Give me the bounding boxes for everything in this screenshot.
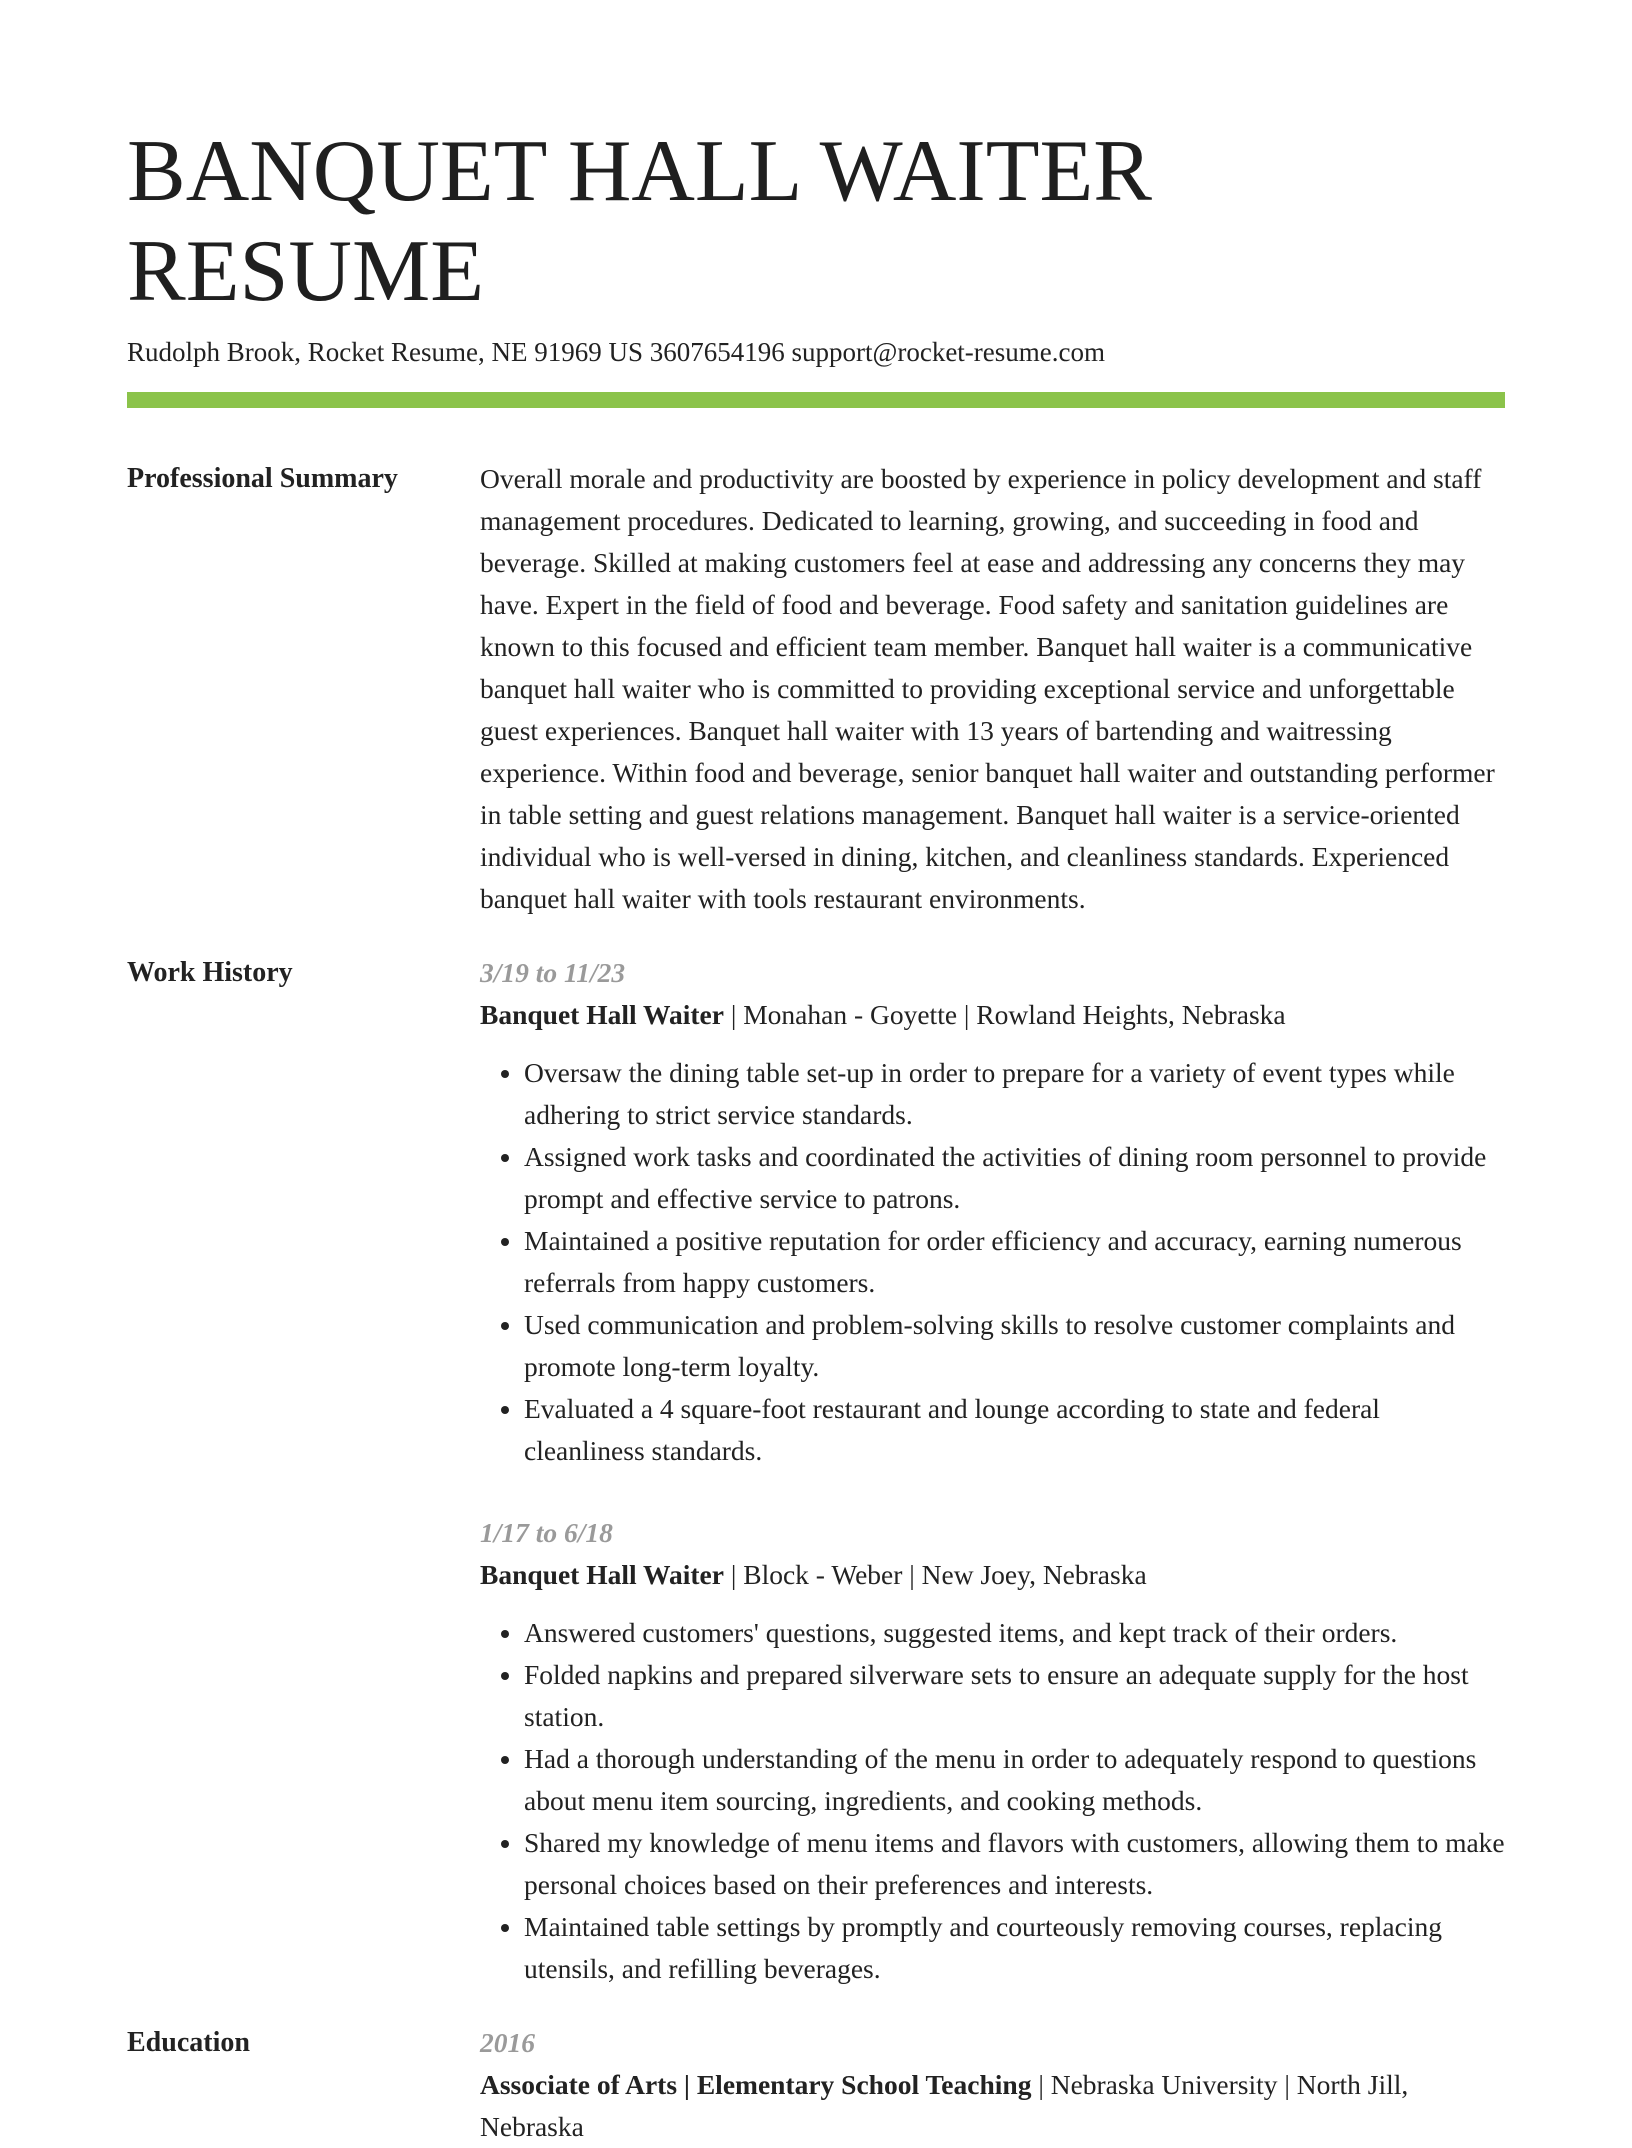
job-entry <box>480 1512 1505 1990</box>
job-details: | Block - Weber | New Joey, Nebraska <box>723 1559 1147 1590</box>
list-item: • Shared my knowledge of menu items and flavors with customers, allowing them to make personal choices based on their preferences and interests. <box>524 1822 1505 1906</box>
list-item: • Evaluated a 4 square-foot restaurant and lounge according to state and federal cleanliness standards. <box>524 1388 1505 1472</box>
education-dates: 2016 <box>480 2027 535 2058</box>
list-item: • Oversaw the dining table set-up in order to prepare for a variety of event types while adhering to strict service standards. <box>524 1052 1505 1136</box>
contact-line: Rudolph Brook, Rocket Resume, NE 91969 US 3607654196 support@rocket-resume.com <box>127 337 1105 367</box>
header-divider <box>127 392 1505 408</box>
list-item: • Maintained table settings by promptly and courteously removing courses, replacing utensils, and refilling beverages. <box>524 1906 1505 1990</box>
job-title: Banquet Hall Waiter <box>480 1559 724 1590</box>
list-item: • Answered customers' questions, suggested items, and kept track of their orders. <box>524 1612 1505 1654</box>
work-history-body <box>480 952 1505 1990</box>
job-entry <box>480 952 1505 1472</box>
job-duties-list <box>480 1612 1505 1990</box>
summary-text: Overall morale and productivity are boosted by experience in policy development and staff management procedures. Dedicated to learning, growing, and succeeding in food and beverage. Skilled at making customers feel at ease and addressing any concerns they may have. Expert in the field of food and beverage. Food safety and sanitation guidelines are known to this focused and efficient team member. Banquet hall waiter is a communicative banquet hall waiter who is committed to providing exceptional service and unforgettable guest experiences. Banquet hall waiter with 13 years of bartending and waitressing experience. Within food and beverage, senior banquet hall waiter and outstanding performer in table setting and guest relations management. Banquet hall waiter is a service-oriented individual who is well-versed in dining, kitchen, and cleanliness standards. Experienced banquet hall waiter with tools restaurant environments. <box>480 463 1495 914</box>
job-title: Banquet Hall Waiter <box>480 999 724 1030</box>
job-dates: 3/19 to 11/23 <box>480 957 626 988</box>
section-label-summary: Professional Summary <box>127 463 398 494</box>
work-history-section <box>127 952 1505 1990</box>
list-item: • Folded napkins and prepared silverware sets to ensure an adequate supply for the host station. <box>524 1654 1505 1738</box>
list-item: • Had a thorough understanding of the menu in order to adequately respond to questions about menu item sourcing, ingredients, and cooking methods. <box>524 1738 1505 1822</box>
job-duties-list <box>480 1052 1505 1472</box>
education-heading <box>480 2064 1505 2148</box>
education-degree: Associate of Arts | Elementary School Teaching <box>480 2069 1032 2100</box>
list-item: • Maintained a positive reputation for order efficiency and accuracy, earning numerous referrals from happy customers. <box>524 1220 1505 1304</box>
job-heading <box>480 994 1505 1036</box>
education-section <box>127 2022 1505 2148</box>
section-label-work: Work History <box>127 957 293 988</box>
resume-title: BANQUET HALL WAITER RESUME <box>127 123 1152 320</box>
job-dates: 1/17 to 6/18 <box>480 1517 613 1548</box>
job-details: | Monahan - Goyette | Rowland Heights, Nebraska <box>723 999 1286 1030</box>
list-item: • Used communication and problem-solving skills to resolve customer complaints and promote long-term loyalty. <box>524 1304 1505 1388</box>
education-details: | Nebraska University | North Jill, Nebraska <box>480 2069 1409 2142</box>
job-heading <box>480 1554 1505 1596</box>
education-body <box>480 2022 1505 2148</box>
section-label-education: Education <box>127 2027 250 2058</box>
list-item: • Assigned work tasks and coordinated the activities of dining room personnel to provide prompt and effective service to patrons. <box>524 1136 1505 1220</box>
professional-summary-section <box>127 458 1505 920</box>
